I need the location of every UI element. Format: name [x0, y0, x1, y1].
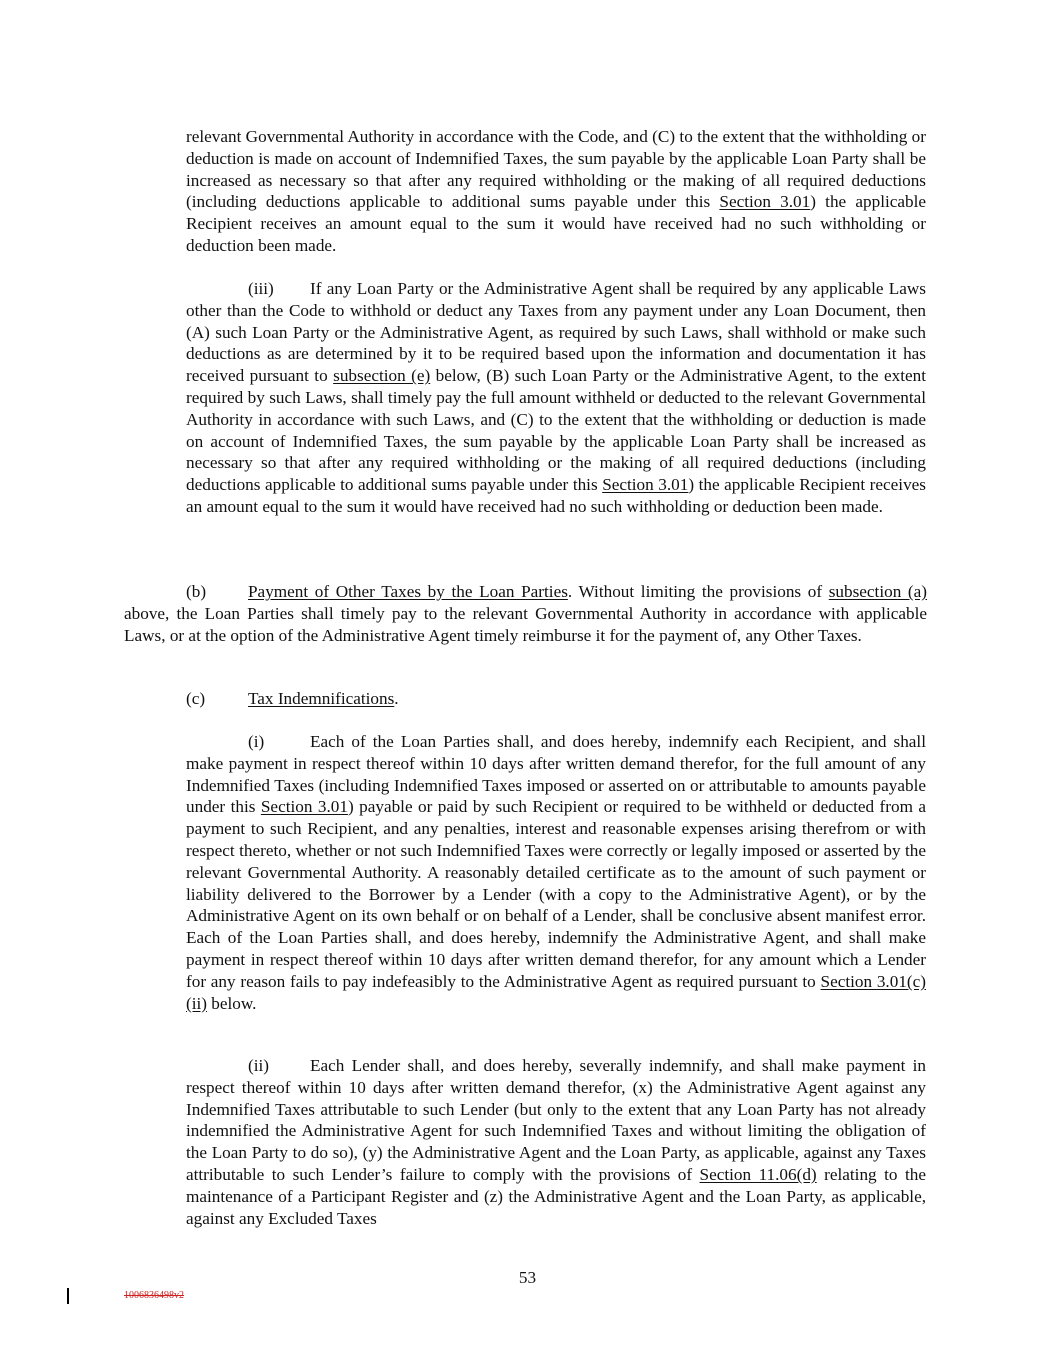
change-bar: [67, 1288, 69, 1304]
section-heading: Tax Indemnifications: [248, 689, 395, 708]
section-reference: Section 3.01: [260, 797, 348, 817]
clause-label: (iii): [248, 279, 274, 298]
section-heading: Payment of Other Taxes by the Loan Parties: [248, 582, 568, 601]
clause-label: (i): [248, 732, 265, 751]
text-run: Each of the Loan Parties shall, and does hereby, indemnify each Recipient, and shall make payment in respect thereof within 10 days after written demand therefor, for the full amount of any Indemnified Taxes (including Indemnified Taxes imposed or asserted on or attributable to amounts payable under this: [186, 732, 926, 817]
text-run: above, the Loan Parties shall timely pay to the relevant Governmental Authority in accordance with applicable Laws, or at the option of the Administrative Agent timely reimburse it for the payment of, any Other Taxes.: [124, 603, 927, 645]
paragraph-c-ii: [186, 1055, 926, 1229]
paragraph-a-iii: [186, 278, 926, 518]
text-run: ) the applicable Recipient receives an amount equal to the sum it would have received had no such withholding or deduction been made.: [186, 192, 926, 255]
document-id: 1006836498v2: [124, 1290, 184, 1301]
section-reference: Section 3.01: [602, 475, 689, 495]
section-reference: Section 3.01(c)(ii): [186, 971, 926, 1013]
text-run: ) payable or paid by such Recipient or required to be withheld or deducted from a payment to such Recipient, and any penalties, interest and reasonable expenses arising therefrom or with respect thereto, whether or not such Indemnified Taxes were correctly or legally imposed or asserted by the relevant Governmental Authority. A reasonably detailed certificate as to the amount of such payment or liability delivered to the Borrower by a Lender (with a copy to the Administrative Agent), or by the Administrative Agent on its own behalf or on behalf of a Lender, shall be conclusive absent manifest error. Each of the Loan Parties shall, and does hereby, indemnify the Administrative Agent, and shall make payment in respect thereof within 10 days after written demand therefor, for any amount which a Lender for any reason fails to pay indefeasibly to the Administrative Agent as required pursuant to: [186, 797, 927, 991]
paragraph-c-i: [186, 731, 926, 1014]
paragraph-c: [124, 688, 927, 710]
paragraph-b: [124, 581, 927, 646]
page-number: 53: [518, 1268, 537, 1287]
clause-label: (ii): [248, 1056, 269, 1075]
text-run: relevant Governmental Authority in accordance with the Code, and (C) to the extent that the withholding or deduction is made on account of Indemnified Taxes, the sum payable by the applicable Loan Party shall be increased as necessary so that after any required withholding or the making of all required deductions (including deductions applicable to additional sums payable under this: [186, 127, 926, 212]
text-run: . Without limiting the provisions of: [567, 582, 829, 601]
paragraph-a-ii-continued: [186, 126, 926, 257]
text-run: Each Lender shall, and does hereby, severally indemnify, and shall make payment in respect thereof within 10 days after written demand therefor, (x) the Administrative Agent against any Indemnified Taxes attributable to such Lender (but only to the extent that any Loan Party has not already indemnified the Administrative Agent for such Indemnified Taxes and without limiting the obligation of the Loan Party to do so), (y) the Administrative Agent and the Loan Party, as applicable, against any Taxes attributable to such Lender’s failure to comply with the provisions of: [186, 1056, 926, 1184]
text-run: relating to the maintenance of a Participant Register and (z) the Administrative Agent and the Loan Party, as applicable, against any Excluded Taxes: [186, 1164, 926, 1228]
text-run: .: [394, 689, 399, 708]
text-run: below.: [207, 993, 257, 1013]
section-reference: subsection (a): [828, 582, 928, 601]
clause-label: (c): [186, 689, 206, 708]
section-reference: Section 11.06(d): [699, 1164, 817, 1184]
text-run: below, (B) such Loan Party or the Administrative Agent, to the extent required by such Laws, shall timely pay the full amount withheld or deducted to the relevant Governmental Authority in accordance with such Laws, and (C) to the extent that the withholding or deduction is made on account of Indemnified Taxes, the sum payable by the applicable Loan Party shall be increased as necessary so that after any required withholding or the making of all required deductions (including deductions applicable to additional sums payable under this: [186, 366, 927, 495]
section-reference: subsection (e): [333, 366, 431, 386]
section-reference: Section 3.01: [719, 192, 811, 212]
clause-label: (b): [186, 582, 207, 601]
text-run: ) the applicable Recipient receives an amount equal to the sum it would have received had no such withholding or deduction been made.: [186, 475, 926, 516]
text-run: If any Loan Party or the Administrative Agent shall be required by any applicable Laws other than the Code to withhold or deduct any Taxes from any payment under any Loan Document, then (A) such Loan Party or the Administrative Agent, as required by such Laws, shall withhold or make such deductions as are determined by it to be required based upon the information and documentation it has received pursuant to: [186, 279, 926, 386]
